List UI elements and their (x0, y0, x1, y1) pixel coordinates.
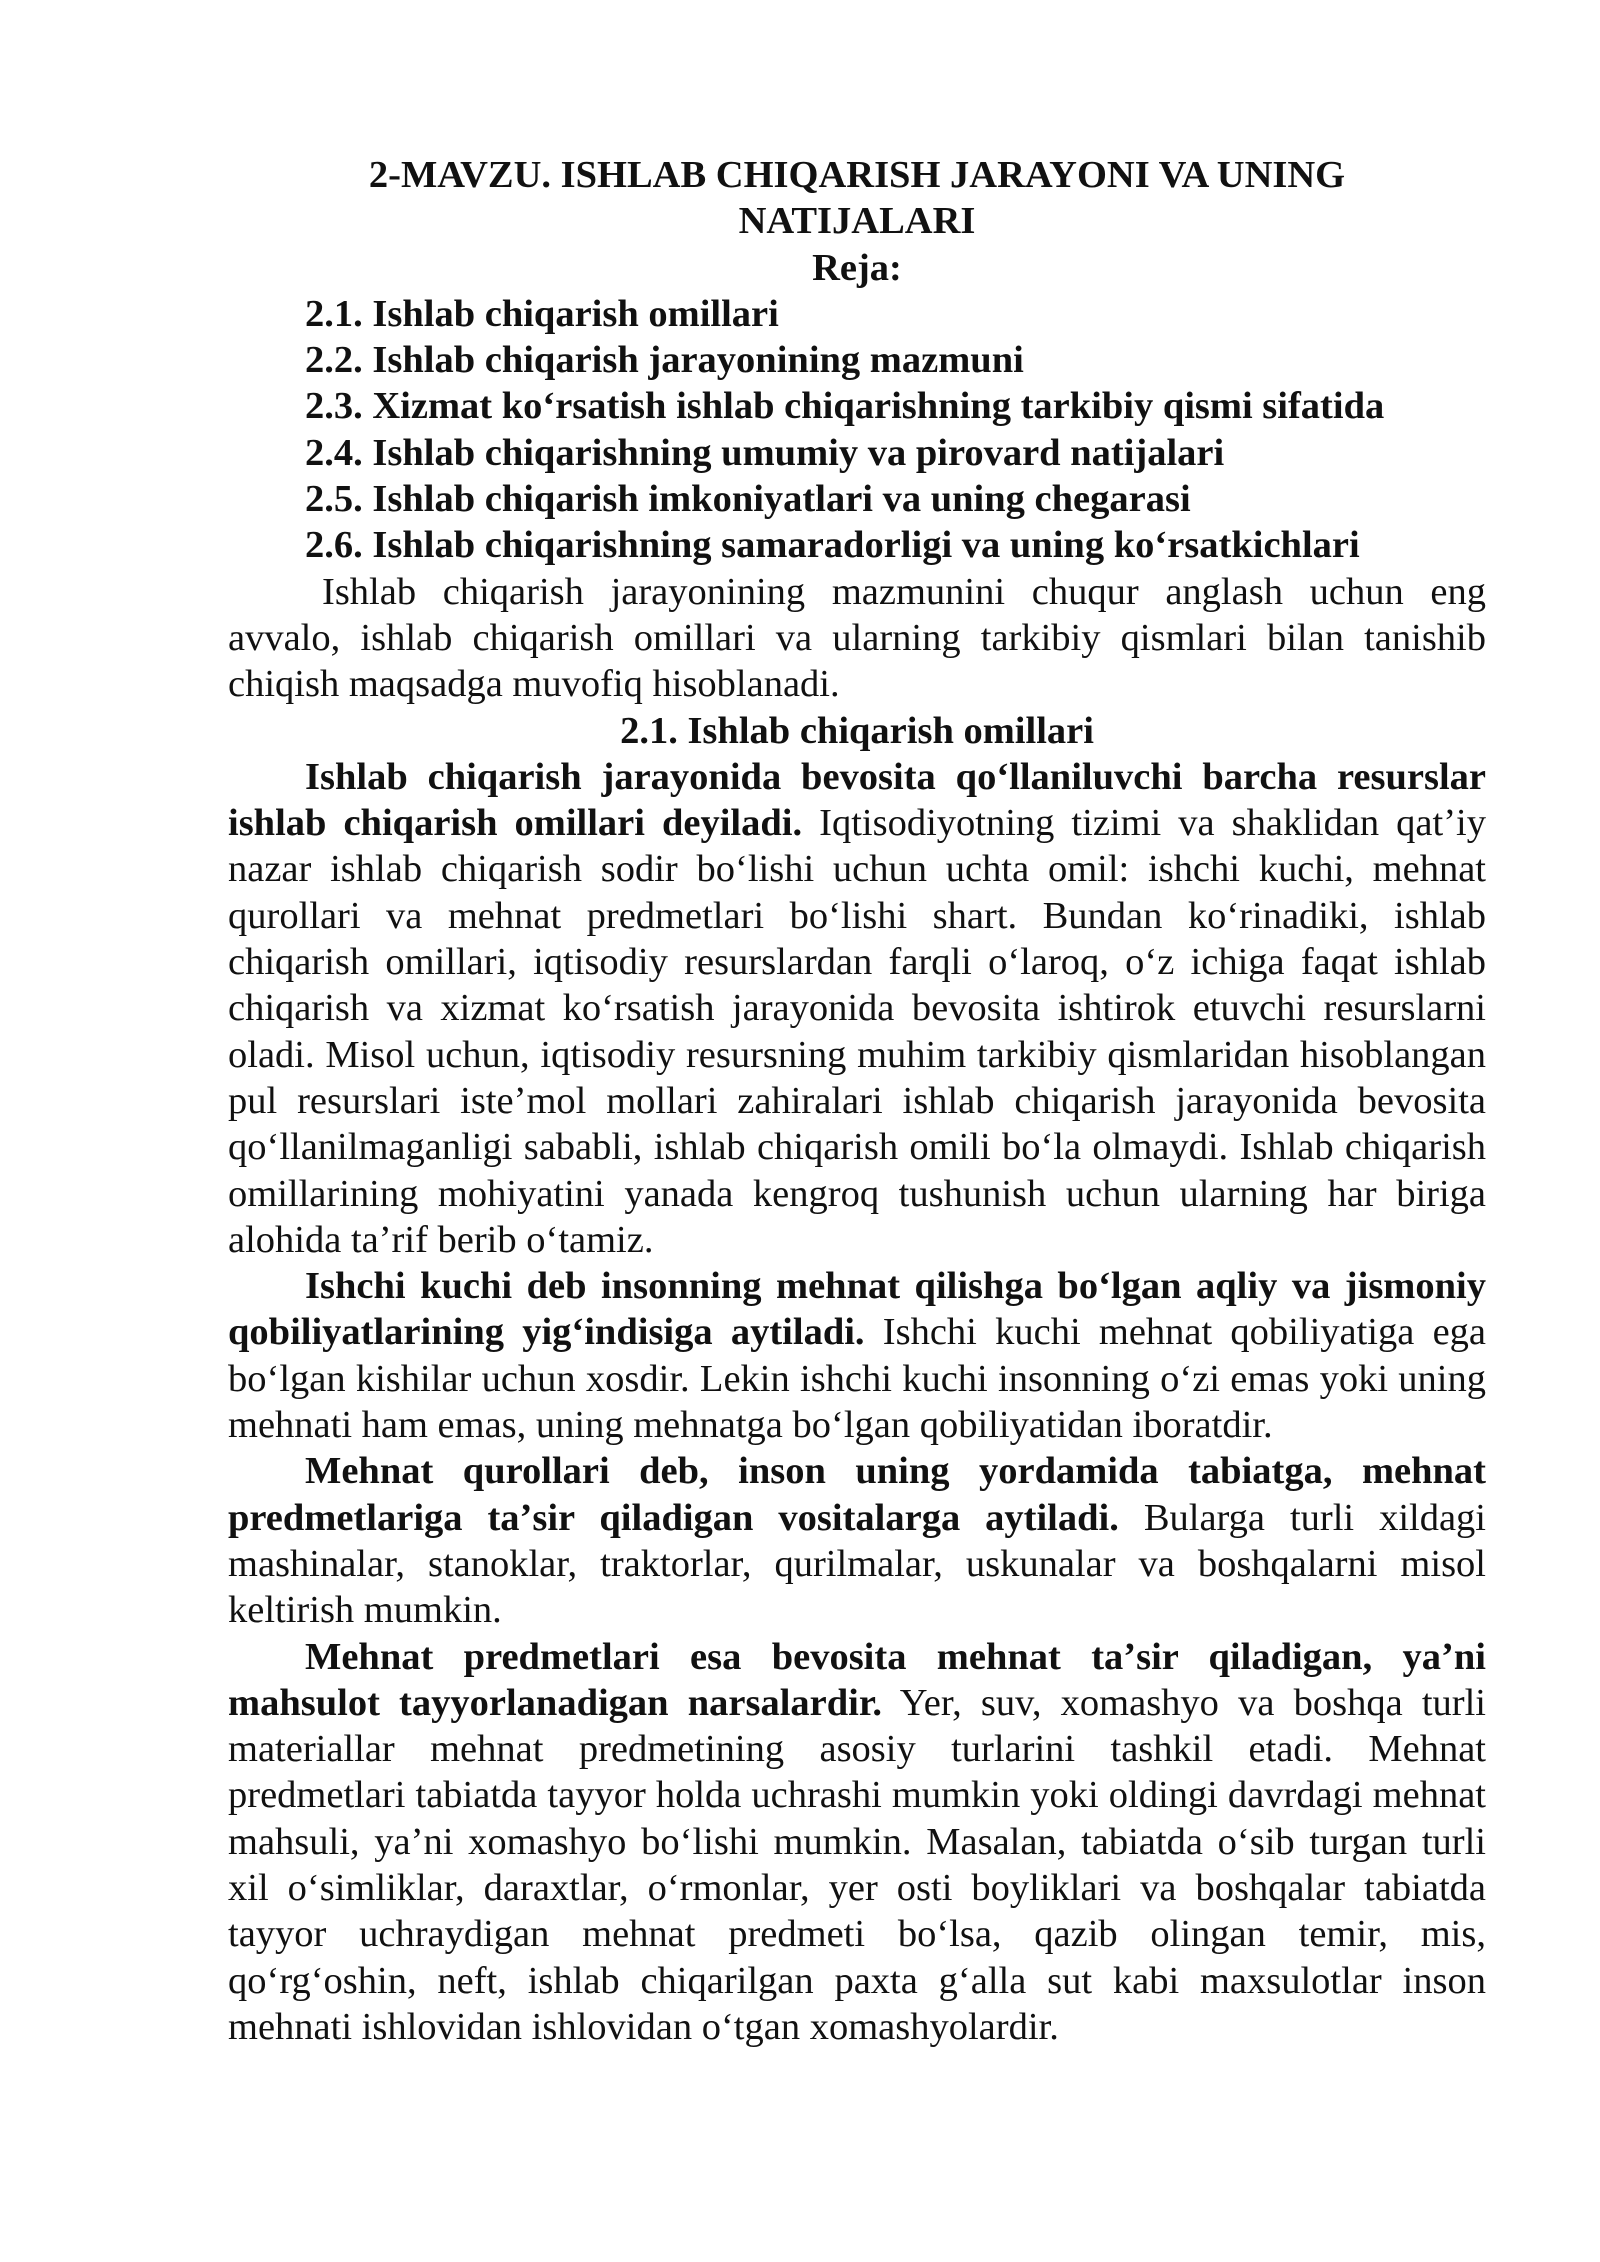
definition-bold-text: Ishlab chiqarish jarayonida bevosita qoʻllaniluvchi barcha resurslar ishlab chiqarish omillari deyiladi. (228, 755, 1486, 845)
paragraph-text: Yer, suv, xomashyo va boshqa turli materiallar mehnat predmetining asosiy turlarini tashkil etadi. Mehnat predmetlari tabiatda tayyor holda uchrashi mumkin yoki oldingi davrdagi mehnat mahsuli, yaʼni xomashyo boʻlishi mumkin. Masalan, tabiatda oʻsib turgan turli xil oʻsimliklar, daraxtlar, oʻrmonlar, yer osti boyliklari va boshqalar tabiatda tayyor uchraydigan mehnat predmeti boʻlsa, qazib olingan temir, mis, qoʻrgʻoshin, neft, ishlab chiqarilgan paxta gʻalla sut kabi maxsulotlar inson mehnati ishlovidan ishlovidan oʻtgan xomashyolardir. (228, 1681, 1486, 2048)
page-title: 2-MAVZU. ISHLAB CHIQARISH JARAYONI VA UNING NATIJALARI (368, 154, 1346, 243)
plan-heading: Reja: (812, 246, 902, 289)
paragraph-text: Bularga turli xildagi mashinalar, stanoklar, traktorlar, qurilmalar, uskunalar va boshqalarni misol keltirish mumkin. (228, 1496, 1486, 1632)
body-paragraph (228, 1634, 1486, 2051)
paragraph-text: Iqtisodiyotning tizimi va shaklidan qatʼiy nazar ishlab chiqarish sodir boʻlishi uchun uchta omil: ishchi kuchi, mehnat qurollari va mehnat predmetlari boʻlishi shart. Bundan koʻrinadiki, ishlab chiqarish omillari, iqtisodiy resurslardan farqli oʻlaroq, oʻz ichiga faqat ishlab chiqarish va xizmat koʻrsatish jarayonida bevosita ishtirok etuvchi resurslarni oladi. Misol uchun, iqtisodiy resursning muhim tarkibiy qismlaridan hisoblangan pul resurslari isteʼmol mollari zahiralari ishlab chiqarish jarayonida bevosita qoʻllanilmaganligi sababli, ishlab chiqarish omili boʻla olmaydi. Ishlab chiqarish omillarining mohiyatini yanada kengroq tushunish uchun ularning har biriga alohida taʼrif berib oʻtamiz. (228, 802, 1486, 1261)
plan-item: 2.1. Ishlab chiqarish omillari (305, 292, 779, 335)
body-paragraph (228, 1448, 1486, 1633)
definition-bold-text: Ishchi kuchi deb insonning mehnat qilishga boʻlgan aqliy va jismoniy qobiliyatlarining yigʻindisiga aytiladi. (228, 1265, 1486, 1354)
plan-item: 2.5. Ishlab chiqarish imkoniyatlari va uning chegarasi (305, 478, 1191, 521)
plan-item: 2.6. Ishlab chiqarishning samaradorligi va uning koʻrsatkichlari (305, 524, 1360, 567)
document-page (228, 152, 1486, 2050)
definition-bold-text: Mehnat predmetlari esa bevosita mehnat taʼsir qiladigan, yaʼni mahsulot tayyorlanadigan narsalardir. (228, 1635, 1486, 1724)
plan-item: 2.3. Xizmat koʻrsatish ishlab chiqarishning tarkibiy qismi sifatida (305, 385, 1385, 428)
definition-bold-text: Mehnat qurollari deb, inson uning yordamida tabiatga, mehnat predmetlariga taʼsir qiladigan vositalarga aytiladi. (228, 1450, 1486, 1539)
section-heading: 2.1. Ishlab chiqarish omillari (620, 709, 1094, 752)
plan-item: 2.4. Ishlab chiqarishning umumiy va pirovard natijalari (305, 431, 1225, 474)
paragraph-text: Ishchi kuchi mehnat qobiliyatiga ega boʻlgan kishilar uchun xosdir. Lekin ishchi kuchi insonning oʻzi emas yoki uning mehnati ham emas, uning mehnatga boʻlgan qobiliyatidan iboratdir. (228, 1311, 1486, 1447)
intro-paragraph: Ishlab chiqarish jarayonining mazmunini chuqur anglash uchun eng avvalo, ishlab chiqarish omillari va ularning tarkibiy qismlari bilan tanishib chiqish maqsadga muvofiq hisoblanadi. (228, 570, 1486, 706)
body-paragraph (228, 754, 1486, 1263)
body-paragraph (228, 1263, 1486, 1448)
plan-item: 2.2. Ishlab chiqarish jarayonining mazmuni (305, 339, 1024, 382)
plan-list (228, 291, 1486, 569)
